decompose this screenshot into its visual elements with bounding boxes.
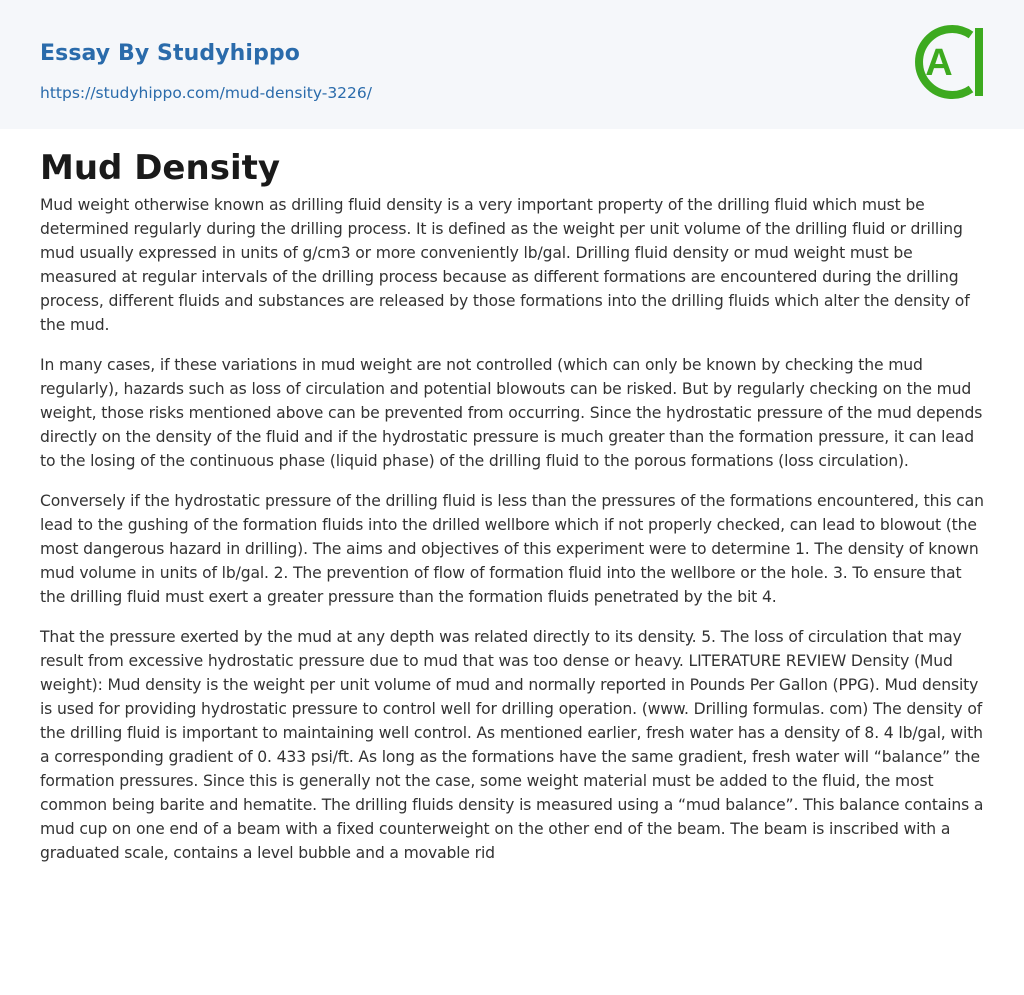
studyhippo-logo-icon[interactable] <box>913 19 985 105</box>
article-body <box>40 193 990 881</box>
page-title: Mud Density <box>40 148 281 188</box>
article-paragraph: Conversely if the hydrostatic pressure of the drilling fluid is less than the pressures of the formations encountered, this can lead to the gushing of the formation fluids into the drilled wellbore which if not properly checked, can lead to blowout (the most dangerous hazard in drilling). The aims and objectives of this experiment were to determine 1. The density of known mud volume in units of lb/gal. 2. The prevention of flow of formation fluid into the wellbore or the hole. 3. To ensure that the drilling fluid must exert a greater pressure than the formation fluids penetrated by the bit 4. <box>40 492 984 606</box>
logo-letter: A <box>925 42 953 84</box>
page-url-link[interactable]: https://studyhippo.com/mud-density-3226/ <box>40 84 372 102</box>
brand-title[interactable]: Essay By Studyhippo <box>40 41 300 66</box>
article-paragraph: Mud weight otherwise known as drilling fluid density is a very important property of the drilling fluid which must be determined regularly during the drilling process. It is defined as the weight per unit volume of the drilling fluid or drilling mud usually expressed in units of g/cm3 or more conveniently lb/gal. Drilling fluid density or mud weight must be measured at regular intervals of the drilling process because as different formations are encountered during the drilling process, different fluids and substances are released by those formations into the drilling fluids which alter the density of the mud. <box>40 196 970 334</box>
article-paragraph: In many cases, if these variations in mud weight are not controlled (which can only be known by checking the mud regularly), hazards such as loss of circulation and potential blowouts can be risked. But by regularly checking on the mud weight, those risks mentioned above can be prevented from occurring. Since the hydrostatic pressure of the mud depends directly on the density of the fluid and if the hydrostatic pressure is much greater than the formation pressure, it can lead to the losing of the continuous phase (liquid phase) of the drilling fluid to the porous formations (loss circulation). <box>40 356 983 470</box>
article-paragraph: That the pressure exerted by the mud at any depth was related directly to its density. 5. The loss of circulation that may result from excessive hydrostatic pressure due to mud that was too dense or heavy. LITERATURE REVIEW Density (Mud weight): Mud density is the weight per unit volume of mud and normally reported in Pounds Per Gallon (PPG). Mud density is used for providing hydrostatic pressure to control well for drilling operation. (www. Drilling formulas. com) The density of the drilling fluid is important to maintaining well control. As mentioned earlier, fresh water has a density of 8. 4 lb/gal, with a corresponding gradient of 0. 433 psi/ft. As long as the formations have the same gradient, fresh water will “balance” the formation pressures. Since this is generally not the case, some weight material must be added to the fluid, the most common being barite and hematite. The drilling fluids density is measured using a “mud balance”. This balance contains a mud cup on one end of a beam with a fixed counterweight on the other end of the beam. The beam is inscribed with a graduated scale, contains a level bubble and a movable rid <box>40 628 984 862</box>
